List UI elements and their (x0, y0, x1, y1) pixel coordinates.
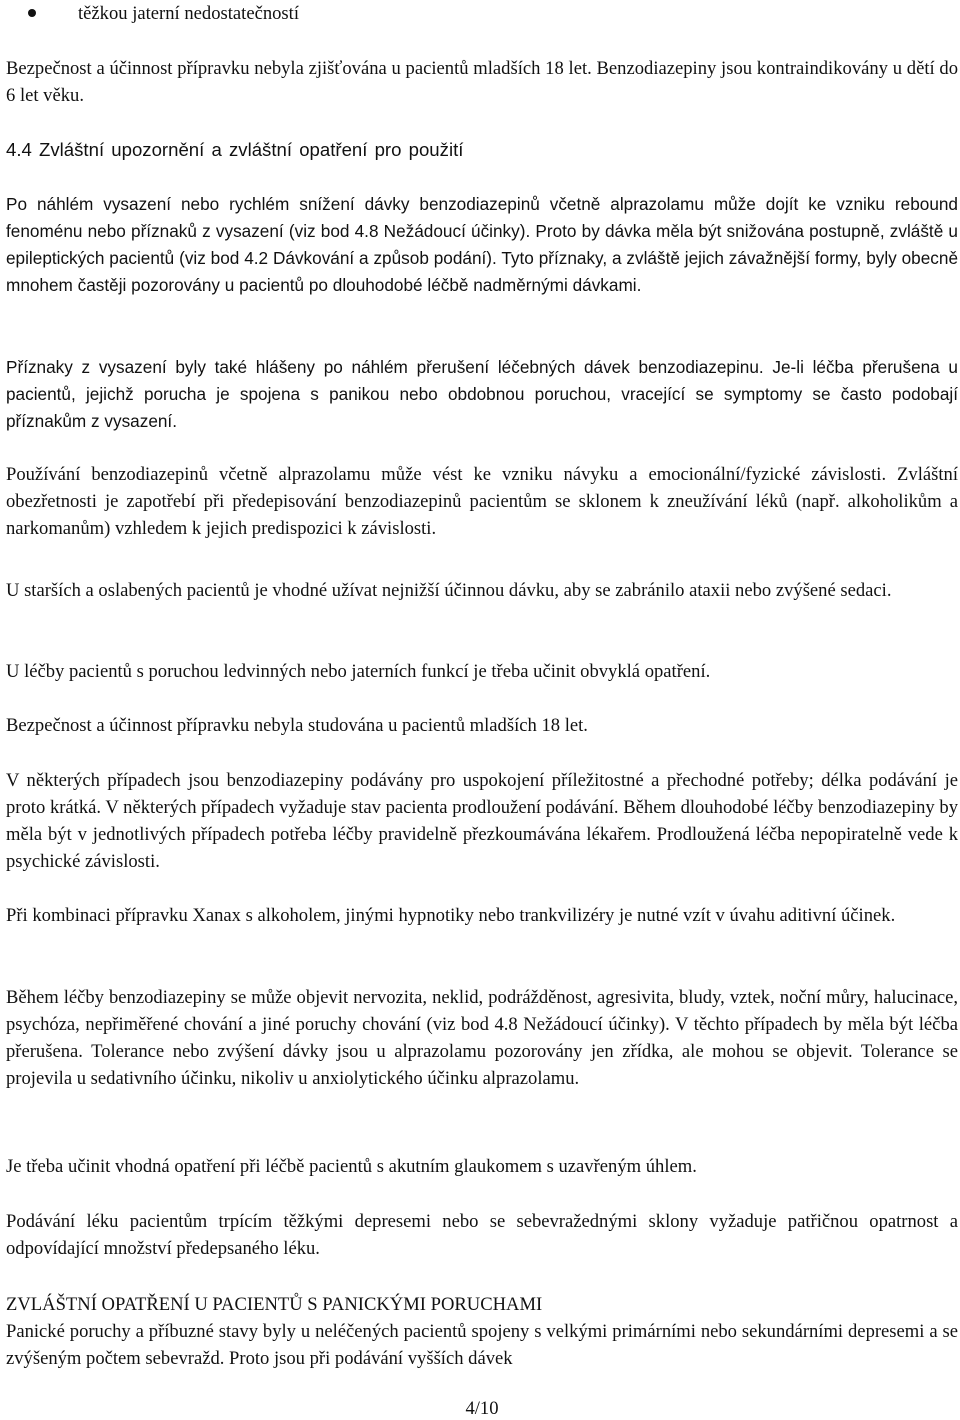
paragraph-depression: Podávání léku pacientům trpícím těžkými depresemi nebo se sebevražednými sklony vyžaduje patřičnou opatrnost a odpovídající množství předepsaného léku. (6, 1211, 958, 1259)
bullet-list-item (6, 0, 958, 27)
panic-heading: ZVLÁŠTNÍ OPATŘENÍ U PACIENTŮ S PANICKÝMI PORUCHAMI (6, 1294, 543, 1315)
paragraph-dependence: Používání benzodiazepinů včetně alprazolamu může vést ke vzniku návyku a emocionální/fyzické závislosti. Zvláštní obezřetnosti je zapotřebí při předepisování benzodiazepinů pacientům se sklonem k zneužívání léků (např. alkoholikům a narkomanům) vzhledem k jejich predispozici k závislosti. (6, 464, 958, 539)
paragraph-panic: Panické poruchy a příbuzné stavy byly u neléčených pacientů spojeny s velkými primárními nebo sekundárními depresemi a se zvýšeným počtem sebevražd. Proto jsou při podávání vyšších dávek (6, 1321, 958, 1369)
paragraph-elderly: U starších a oslabených pacientů je vhodné užívat nejnižší účinnou dávku, aby se zabránilo ataxii nebo zvýšené sedaci. (6, 580, 892, 601)
paragraph-withdrawal-part2: Tyto příznaky, a zvláště jejich závažnější formy, byly obecně mnohem častěji pozorovány u pacientů po dlouhodobé léčbě nadměrnými dávkami. (6, 248, 958, 295)
paragraph-abrupt-discontinuation: Příznaky z vysazení byly také hlášeny po náhlém přerušení léčebných dávek benzodiazepinu. Je-li léčba přerušena u pacientů, jejichž porucha je spojena s panikou nebo obdobnou poruchou, vracející se symptomy se často podobají příznakům z vysazení. (6, 357, 958, 431)
section-heading: 4.4 Zvláštní upozornění a zvláštní opatření pro použití (6, 139, 464, 160)
paragraph-safety-studied: Bezpečnost a účinnost přípravku nebyla studována u pacientů mladších 18 let. (6, 715, 588, 736)
paragraph-alcohol: Při kombinaci přípravku Xanax s alkoholem, jinými hypnotiky nebo trankvilizéry je nutné vzít v úvahu aditivní účinek. (6, 905, 896, 926)
paragraph-withdrawal (6, 191, 958, 299)
bullet-item-text: těžkou jaterní nedostatečností (78, 3, 299, 24)
document-page (6, 0, 958, 1420)
paragraph-renal-hepatic: U léčby pacientů s poruchou ledvinných nebo jaterních funkcí je třeba učinit obvyklá opatření. (6, 661, 711, 682)
bullet-icon (28, 9, 36, 17)
paragraph-glaucoma: Je třeba učinit vhodná opatření při léčbě pacientů s akutním glaukomem s uzavřeným úhlem. (6, 1156, 697, 1177)
paragraph-withdrawal-part1: Po náhlém vysazení nebo rychlém snížení dávky benzodiazepinů včetně alprazolamu může dojít ke vzniku rebound fenoménu nebo příznaků z vysazení (viz bod 4.8 Nežádoucí účinky). Proto by dávka měla být snižována postupně, zvláště u epileptických pacientů (viz bod 4.2 Dávkování a způsob podání). (6, 194, 958, 268)
paragraph-paradoxical-reactions: Během léčby benzodiazepiny se může objevit nervozita, neklid, podrážděnost, agresivita, bludy, vztek, noční můry, halucinace, psychóza, nepřiměřené chování a jiné poruchy chování (viz bod 4.8 Nežádoucí účinky). V těchto případech by měla být léčba přerušena. Tolerance nebo zvýšení dávky jsou u alprazolamu pozorovány jen zřídka, ale mohou se objevit. Tolerance se projevila u sedativního účinku, nikoliv u anxiolytického účinku alprazolamu. (6, 987, 958, 1089)
paragraph-treatment-duration: V některých případech jsou benzodiazepiny podávány pro uspokojení příležitostné a přechodné potřeby; délka podávání je proto krátká. V některých případech vyžaduje stav pacienta prodloužení podávání. Během dlouhodobé léčby benzodiazepiny by měla být v jednotlivých případech potřeba léčby pravidelně přezkoumávána lékařem. Prodloužená léčba nepopiratelně vede k psychické závislosti. (6, 770, 958, 872)
page-number: 4/10 (465, 1398, 499, 1419)
paragraph-safety-age: Bezpečnost a účinnost přípravku nebyla zjišťována u pacientů mladších 18 let. Benzodiazepiny jsou kontraindikovány u dětí do 6 let věku. (6, 58, 958, 106)
